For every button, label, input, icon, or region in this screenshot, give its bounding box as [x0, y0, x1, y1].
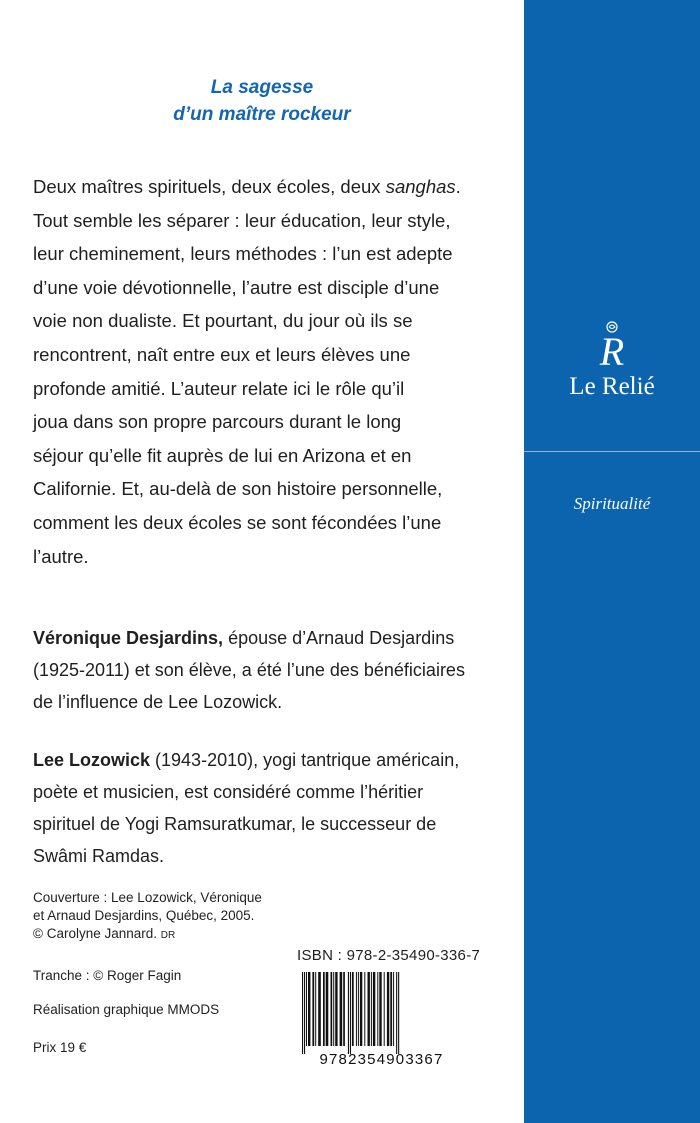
description-line: voie non dualiste. Et pourtant, du jour où ils se — [33, 310, 413, 332]
barcode-bar — [356, 972, 357, 1046]
bio-line: (1925-2011) et son élève, a été l’une des bénéficiaires — [33, 660, 465, 680]
bio-line: de l’influence de Lee Lozowick. — [33, 692, 283, 712]
barcode-bar — [323, 972, 325, 1046]
logo-mark: R — [599, 329, 625, 374]
description-line: leur cheminement, leurs méthodes : l’un est adepte — [33, 243, 453, 265]
credit-line: Couverture : Lee Lozowick, Véronique — [33, 890, 262, 905]
barcode-bar — [384, 972, 385, 1046]
barcode-bar — [393, 972, 394, 1046]
category-label: Spiritualité — [573, 494, 651, 513]
bio-line: poète et musicien, est considéré comme l’héritier — [33, 782, 424, 802]
publisher-sidebar — [524, 0, 700, 1123]
bio-line — [33, 744, 493, 776]
barcode-bar — [377, 972, 378, 1046]
description-text: Deux maîtres spirituels, deux écoles, deux — [33, 176, 386, 197]
description-line: comment les deux écoles se sont fécondées l’une — [33, 511, 442, 533]
barcode-bar — [318, 972, 321, 1046]
publisher-logo — [524, 320, 700, 402]
description-line: profonde amitié. L’auteur relate ici le rôle qu’il — [33, 377, 405, 399]
book-tagline-line2: d’un maître rockeur — [173, 104, 351, 125]
bio-line: spirituel de Yogi Ramsuratkumar, le successeur de — [33, 814, 437, 834]
sidebar-divider — [524, 451, 700, 452]
barcode-bar — [364, 972, 365, 1046]
bio-text: (1943-2010), yogi tantrique américain, — [150, 750, 460, 770]
barcode-guard — [302, 972, 303, 1054]
barcode-bar — [371, 972, 372, 1046]
author-bio-veronique — [33, 622, 493, 718]
barcode-bar — [340, 972, 343, 1046]
barcode-bar — [358, 972, 359, 1046]
description-line: joua dans son propre parcours durant le long — [33, 411, 402, 433]
barcode-digits: 9782354903367 — [319, 1051, 444, 1067]
description-italic: sanghas — [385, 176, 456, 197]
isbn-label: ISBN : 978-2-35490-336-7 — [297, 947, 481, 964]
description-line: l’autre. — [33, 545, 89, 567]
book-description — [33, 170, 493, 573]
barcode-bar — [373, 972, 375, 1046]
description-line: Tout semble les séparer : leur éducation, leur style, — [33, 209, 451, 231]
author-name: Lee Lozowick — [33, 750, 151, 770]
book-tagline-line1: La sagesse — [210, 77, 314, 98]
barcode-guard — [304, 972, 305, 1054]
publisher-name: Le Relié — [569, 373, 655, 400]
price: Prix 19 € — [33, 1040, 87, 1055]
description-line: rencontrent, naît entre eux et leurs élèves une — [33, 343, 411, 365]
bio-line: Swâmi Ramdas. — [33, 846, 165, 866]
barcode-bar — [326, 972, 329, 1046]
barcode-bar — [352, 972, 354, 1046]
barcode-bar — [308, 972, 310, 1046]
credit-text: © Carolyne Jannard. — [33, 926, 158, 941]
description-line: Californie. Et, au-delà de son histoire personnelle, — [33, 478, 443, 500]
barcode-bar — [387, 972, 389, 1046]
barcode-guard — [398, 972, 399, 1054]
author-name: Véronique Desjardins, — [33, 628, 224, 648]
barcode-bar — [331, 972, 333, 1046]
description-line — [33, 170, 493, 204]
barcode-bar — [360, 972, 362, 1046]
bio-text: épouse d’Arnaud Desjardins — [223, 628, 455, 648]
barcode-bar — [333, 972, 334, 1046]
barcode-bar — [379, 972, 381, 1046]
design-credit: Réalisation graphique MMODS — [33, 1002, 220, 1017]
credit-line — [33, 925, 262, 945]
description-line: séjour qu’elle fit auprès de lui en Arizona et en — [33, 444, 412, 466]
credit-dr: DR — [160, 930, 176, 941]
description-line: d’une voie dévotionnelle, l’autre est disciple d’une — [33, 276, 440, 298]
barcode-bar — [335, 972, 337, 1046]
bio-line — [33, 622, 493, 654]
barcode-bar — [343, 972, 345, 1046]
barcode-guard — [348, 972, 349, 1054]
barcode-bar — [390, 972, 392, 1046]
barcode-bar — [315, 972, 316, 1046]
description-text: . — [455, 176, 461, 197]
cover-credit — [33, 889, 262, 945]
credit-line: et Arnaud Desjardins, Québec, 2005. — [33, 908, 255, 923]
barcode-guard — [350, 972, 351, 1054]
spine-credit: Tranche : © Roger Fagin — [33, 968, 182, 983]
isbn-barcode — [288, 972, 475, 1067]
author-bio-lee — [33, 744, 493, 872]
barcode-bar — [368, 972, 370, 1046]
barcode-bar — [312, 972, 314, 1046]
barcode-guard — [396, 972, 397, 1054]
barcode-bar — [306, 972, 307, 1046]
